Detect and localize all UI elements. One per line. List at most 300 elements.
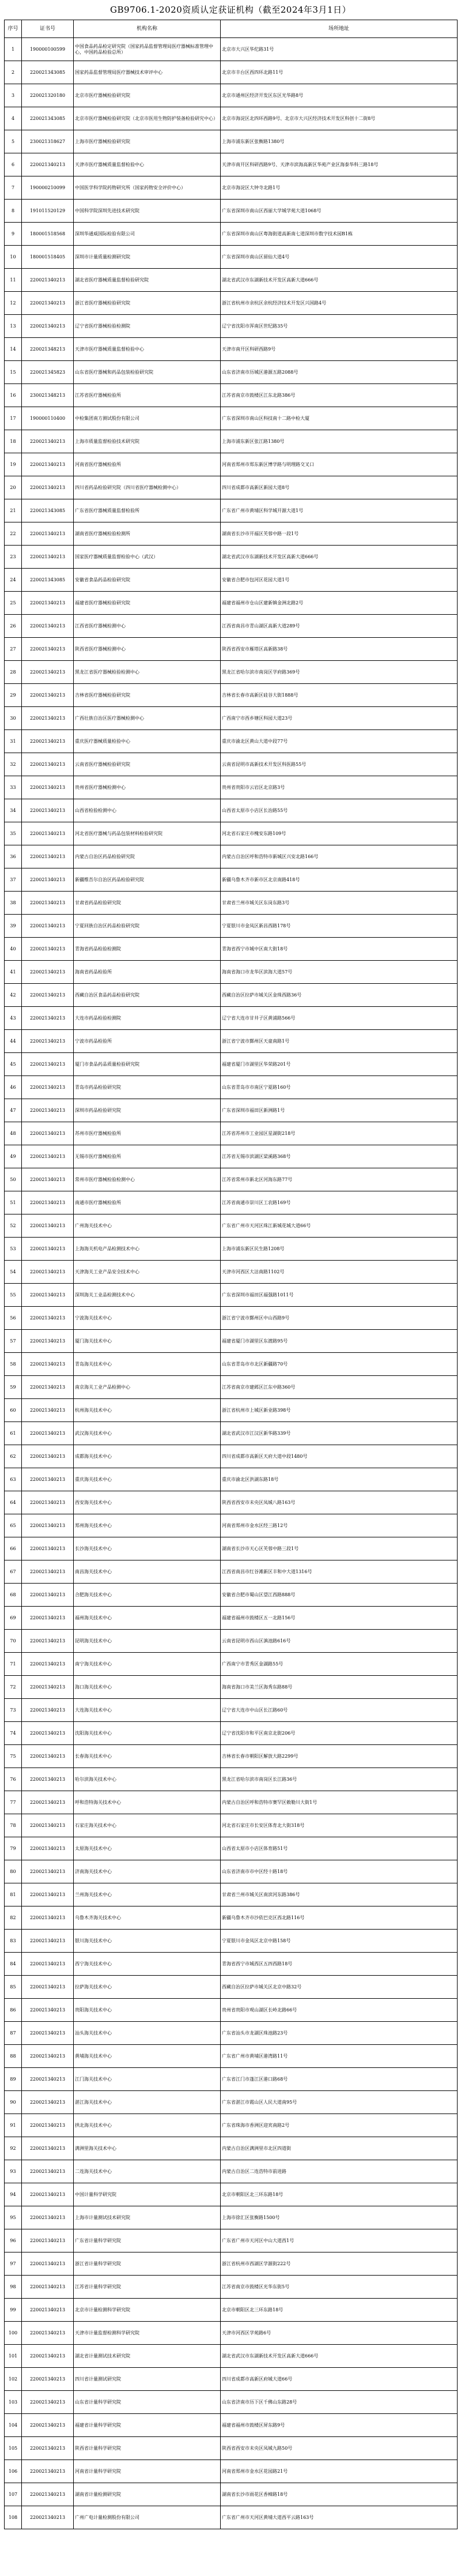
row-address: 湖南省长沙市天心区芙蓉中路三段1号 <box>221 1537 458 1560</box>
row-institution-name: 厦门市食品药品质量检验研究院 <box>74 1053 221 1076</box>
row-index: 88 <box>5 2045 22 2068</box>
row-certificate-no: 220021340213 <box>22 984 74 1007</box>
row-certificate-no: 220021340213 <box>22 1030 74 1053</box>
row-address: 广东省珠海市香洲区迎宾南路2号 <box>221 2114 458 2137</box>
row-certificate-no: 220021345823 <box>22 361 74 384</box>
row-institution-name: 二连海关技术中心 <box>74 2160 221 2183</box>
row-certificate-no: 220021340213 <box>22 1376 74 1399</box>
row-certificate-no: 220021340213 <box>22 961 74 984</box>
table-row <box>5 1837 458 1860</box>
row-certificate-no: 220021340213 <box>22 1076 74 1099</box>
row-institution-name: 广西壮族自治区医疗器械检测中心 <box>74 707 221 730</box>
row-address: 福建省福州市鼓楼区五一北路156号 <box>221 1607 458 1630</box>
row-certificate-no: 220021340213 <box>22 2091 74 2114</box>
row-address: 浙江省杭州市余杭区余杭经济技术开发区兴国路4号 <box>221 292 458 315</box>
row-certificate-no: 220021340213 <box>22 661 74 684</box>
row-certificate-no: 220021340213 <box>22 1653 74 1676</box>
table-row <box>5 176 458 200</box>
row-institution-name: 重庆医疗器械质量检验中心 <box>74 730 221 753</box>
row-address: 江苏省无锡市滨湖区梁溪路368号 <box>221 1145 458 1168</box>
row-certificate-no: 220021340213 <box>22 1699 74 1722</box>
row-index: 21 <box>5 499 22 522</box>
table-row <box>5 822 458 845</box>
row-institution-name: 福建省医疗器械检验研究院 <box>74 592 221 615</box>
row-address: 吉林省长春市高新区硅谷大街1888号 <box>221 684 458 707</box>
row-certificate-no: 220021340213 <box>22 892 74 915</box>
row-index: 103 <box>5 2391 22 2414</box>
row-index: 104 <box>5 2414 22 2437</box>
row-institution-name: 常州市医疗器械检验检测中心 <box>74 1168 221 1191</box>
table-row <box>5 2437 458 2460</box>
row-institution-name: 上海海关机电产品检测技术中心 <box>74 1238 221 1261</box>
row-address: 上海市浦东新区张衡路1380号 <box>221 130 458 153</box>
table-row <box>5 1214 458 1238</box>
row-address: 河南省郑州市金水区经三路12号 <box>221 1514 458 1537</box>
table-row <box>5 2391 458 2414</box>
row-address: 海南省海口市美兰区海秀东路88号 <box>221 1676 458 1699</box>
row-certificate-no: 220021340213 <box>22 2483 74 2506</box>
row-certificate-no: 191011520129 <box>22 200 74 223</box>
table-row <box>5 2252 458 2276</box>
row-certificate-no: 220021340213 <box>22 1214 74 1238</box>
row-certificate-no: 220021340213 <box>22 2045 74 2068</box>
row-index: 7 <box>5 176 22 200</box>
row-index: 62 <box>5 1445 22 1468</box>
row-certificate-no: 220021340213 <box>22 868 74 892</box>
row-institution-name: 中国医学科学院药物研究所（国家药物安全评价中心） <box>74 176 221 200</box>
row-address: 江西省南昌市红谷滩新区丰和中大道1316号 <box>221 1560 458 1584</box>
row-institution-name: 中国科学院深圳先进技术研究院 <box>74 200 221 223</box>
row-institution-name: 四川省计量测试研究院 <box>74 2368 221 2391</box>
row-index: 46 <box>5 1076 22 1099</box>
row-index: 23 <box>5 546 22 569</box>
row-institution-name: 西宁海关技术中心 <box>74 1953 221 1976</box>
table-row <box>5 1722 458 1745</box>
row-certificate-no: 220021348213 <box>22 338 74 361</box>
row-institution-name: 国家医疗器械质量监督检验中心（武汉） <box>74 546 221 569</box>
row-certificate-no: 220021340213 <box>22 2368 74 2391</box>
table-row <box>5 246 458 269</box>
row-institution-name: 浙江省医疗器械检验研究院 <box>74 292 221 315</box>
row-address: 江西省南昌市青山湖区高新大道289号 <box>221 615 458 638</box>
row-index: 50 <box>5 1168 22 1191</box>
row-address: 山东省青岛市市南区宁夏路160号 <box>221 1076 458 1099</box>
table-row <box>5 2368 458 2391</box>
row-index: 11 <box>5 269 22 292</box>
row-address: 山西省太原市小店区体育路51号 <box>221 1837 458 1860</box>
table-row <box>5 1768 458 1791</box>
row-certificate-no: 220021340213 <box>22 1999 74 2022</box>
row-index: 73 <box>5 1699 22 1722</box>
table-row <box>5 315 458 338</box>
table-row <box>5 1238 458 1261</box>
table-row <box>5 1030 458 1053</box>
table-row <box>5 592 458 615</box>
row-institution-name: 合肥海关技术中心 <box>74 1584 221 1607</box>
row-index: 27 <box>5 638 22 661</box>
row-index: 83 <box>5 1930 22 1953</box>
row-certificate-no: 220021340213 <box>22 1168 74 1191</box>
row-institution-name: 北京市医疗器械检验研究院 <box>74 84 221 107</box>
document-title: GB9706.1-2020资质认定获证机构（截至2024年3月1日） <box>110 5 351 15</box>
row-institution-name: 大连市药品检验检测院 <box>74 1007 221 1030</box>
row-index: 25 <box>5 592 22 615</box>
row-certificate-no: 220021340213 <box>22 1676 74 1699</box>
row-institution-name: 成都海关技术中心 <box>74 1445 221 1468</box>
row-certificate-no: 220021340213 <box>22 1584 74 1607</box>
row-institution-name: 河南省计量科学研究院 <box>74 2460 221 2483</box>
row-address: 河北省石家庄市长安区体育北大街318号 <box>221 1814 458 1837</box>
row-index: 82 <box>5 1906 22 1930</box>
row-institution-name: 乌鲁木齐海关技术中心 <box>74 1906 221 1930</box>
row-certificate-no: 220021340213 <box>22 638 74 661</box>
row-address: 江苏省南通市崇川区工农路169号 <box>221 1191 458 1214</box>
header-certificate-no: 证书号 <box>22 20 74 38</box>
row-certificate-no: 220021340213 <box>22 1607 74 1630</box>
row-index: 97 <box>5 2252 22 2276</box>
row-institution-name: 浙江省计量科学研究院 <box>74 2252 221 2276</box>
row-index: 39 <box>5 915 22 938</box>
row-index: 49 <box>5 1145 22 1168</box>
row-certificate-no: 220021340213 <box>22 1122 74 1145</box>
row-address: 甘肃省兰州市城关区南滨河东路386号 <box>221 1883 458 1906</box>
row-address: 湖北省武汉市东湖新技术开发区高新大道666号 <box>221 2345 458 2368</box>
row-index: 85 <box>5 1976 22 1999</box>
row-index: 51 <box>5 1191 22 1214</box>
row-index: 4 <box>5 107 22 130</box>
row-address: 北京市通州区经济开发区东区光华路8号 <box>221 84 458 107</box>
row-institution-name: 福州海关技术中心 <box>74 1607 221 1630</box>
row-index: 84 <box>5 1953 22 1976</box>
row-certificate-no: 220021340213 <box>22 753 74 776</box>
row-institution-name: 中国食品药品检定研究院（国家药品监督管理局医疗器械标准管理中心，中国药品检验总所） <box>74 38 221 61</box>
table-row <box>5 1791 458 1814</box>
row-certificate-no: 220021340213 <box>22 1860 74 1883</box>
row-address: 辽宁省沈阳市和平区南京北街206号 <box>221 1722 458 1745</box>
row-certificate-no: 220021340213 <box>22 1976 74 1999</box>
table-row <box>5 2045 458 2068</box>
row-certificate-no: 220021340213 <box>22 546 74 569</box>
row-address: 安徽省合肥市蜀山区望江西路888号 <box>221 1584 458 1607</box>
row-institution-name: 甘肃省药品检验研究院 <box>74 892 221 915</box>
row-certificate-no: 220021340213 <box>22 1007 74 1030</box>
row-certificate-no: 220021340213 <box>22 2437 74 2460</box>
table-row <box>5 753 458 776</box>
row-address: 山东省青岛市市北区新疆路70号 <box>221 1353 458 1376</box>
table-row <box>5 1099 458 1122</box>
table-row <box>5 2229 458 2252</box>
table-row <box>5 1307 458 1330</box>
row-address: 陕西省西安市未央区凤城八路163号 <box>221 1491 458 1514</box>
row-index: 45 <box>5 1053 22 1076</box>
row-index: 87 <box>5 2022 22 2045</box>
row-index: 99 <box>5 2299 22 2322</box>
row-institution-name: 重庆海关技术中心 <box>74 1468 221 1491</box>
table-row <box>5 938 458 961</box>
row-address: 江苏省南京市鼓楼区江东北路386号 <box>221 384 458 407</box>
row-institution-name: 江苏省计量科学研究院 <box>74 2276 221 2299</box>
row-index: 9 <box>5 223 22 246</box>
table-row <box>5 1353 458 1376</box>
row-index: 66 <box>5 1537 22 1560</box>
table-row <box>5 661 458 684</box>
row-address: 上海市浦东新区张江路1380号 <box>221 430 458 453</box>
table-row <box>5 845 458 868</box>
row-certificate-no: 220021340213 <box>22 822 74 845</box>
table-header-row <box>5 20 458 38</box>
table-row <box>5 984 458 1007</box>
row-institution-name: 拱北海关技术中心 <box>74 2114 221 2137</box>
table-row <box>5 684 458 707</box>
table-row <box>5 292 458 315</box>
row-address: 天津市河西区大沽南路1102号 <box>221 1261 458 1284</box>
row-certificate-no: 220021340213 <box>22 730 74 753</box>
row-institution-name: 宁波市药品检验所 <box>74 1030 221 1053</box>
row-address: 陕西省西安市未央区凤城九路50号 <box>221 2437 458 2460</box>
row-certificate-no: 220021340213 <box>22 2299 74 2322</box>
table-row <box>5 1076 458 1099</box>
row-index: 91 <box>5 2114 22 2137</box>
row-certificate-no: 220021340213 <box>22 1261 74 1284</box>
table-row <box>5 1906 458 1930</box>
row-address: 天津市南开区科研西路9号、天津市滨海高新区华苑产业区海泰华科三路18号 <box>221 153 458 176</box>
row-address: 广东省广州市黄埔区科学城开源大道1号 <box>221 499 458 522</box>
row-index: 56 <box>5 1307 22 1330</box>
table-row <box>5 2483 458 2506</box>
row-institution-name: 青海省药品检验检测院 <box>74 938 221 961</box>
row-certificate-no: 220021340213 <box>22 2414 74 2437</box>
table-row <box>5 2114 458 2137</box>
row-address: 重庆市渝北区黄山大道中段77号 <box>221 730 458 753</box>
table-row <box>5 1584 458 1607</box>
row-index: 76 <box>5 1768 22 1791</box>
row-institution-name: 河北省医疗器械与药品包装材料检验研究院 <box>74 822 221 845</box>
row-institution-name: 中检集团南方测试股份有限公司 <box>74 407 221 430</box>
table-row <box>5 361 458 384</box>
row-index: 8 <box>5 200 22 223</box>
row-address: 北京市朝阳区北三环东路18号 <box>221 2183 458 2206</box>
row-address: 宁夏银川市金凤区新昌西路178号 <box>221 915 458 938</box>
row-institution-name: 长沙海关技术中心 <box>74 1537 221 1560</box>
table-row <box>5 730 458 753</box>
row-index: 37 <box>5 868 22 892</box>
table-row <box>5 1860 458 1883</box>
row-certificate-no: 220021340213 <box>22 1630 74 1653</box>
row-certificate-no: 220021340213 <box>22 522 74 546</box>
table-row <box>5 2160 458 2183</box>
row-address: 湖北省武汉市东湖新技术开发区高新大道666号 <box>221 546 458 569</box>
row-institution-name: 湛江海关技术中心 <box>74 2091 221 2114</box>
row-index: 14 <box>5 338 22 361</box>
row-address: 内蒙古自治区呼和浩特市赛罕区敕勒川大街1号 <box>221 1791 458 1814</box>
row-institution-name: 湖北省计量测试技术研究院 <box>74 2345 221 2368</box>
row-institution-name: 天津市医疗器械质量监督检验中心 <box>74 153 221 176</box>
row-address: 贵州省贵阳市云岩区北京路3号 <box>221 776 458 799</box>
row-index: 106 <box>5 2460 22 2483</box>
row-index: 108 <box>5 2506 22 2529</box>
row-address: 湖南省长沙市雨花区香樟路18号 <box>221 2483 458 2506</box>
row-certificate-no: 220021340213 <box>22 2322 74 2345</box>
table-row <box>5 2068 458 2091</box>
row-index: 92 <box>5 2137 22 2160</box>
row-certificate-no: 220021340213 <box>22 915 74 938</box>
row-index: 71 <box>5 1653 22 1676</box>
row-index: 42 <box>5 984 22 1007</box>
row-address: 陕西省西安市雁塔区高新路38号 <box>221 638 458 661</box>
row-index: 69 <box>5 1607 22 1630</box>
row-certificate-no: 220021340213 <box>22 1722 74 1745</box>
table-row <box>5 407 458 430</box>
row-institution-name: 南宁海关技术中心 <box>74 1653 221 1676</box>
row-address: 广东省深圳市福田区福强路1011号 <box>221 1284 458 1307</box>
row-index: 105 <box>5 2437 22 2460</box>
table-row <box>5 915 458 938</box>
row-address: 广东省深圳市南山区粤海街道高新南七道深圳市数字技术园B1栋 <box>221 223 458 246</box>
row-index: 75 <box>5 1745 22 1768</box>
row-institution-name: 石家庄海关技术中心 <box>74 1814 221 1837</box>
row-address: 广东省汕头市龙湖区珠池路23号 <box>221 2022 458 2045</box>
table-row <box>5 569 458 592</box>
row-certificate-no: 220021340213 <box>22 2460 74 2483</box>
row-institution-name: 中国计量科学研究院 <box>74 2183 221 2206</box>
row-certificate-no: 220021340213 <box>22 1238 74 1261</box>
row-address: 山东省济南市历下区千佛山东路28号 <box>221 2391 458 2414</box>
row-certificate-no: 220021343085 <box>22 61 74 84</box>
table-row <box>5 2137 458 2160</box>
table-row <box>5 961 458 984</box>
row-certificate-no: 220021340213 <box>22 430 74 453</box>
row-certificate-no: 220021340213 <box>22 1191 74 1214</box>
row-address: 云南省昆明市西山区滇池路616号 <box>221 1630 458 1653</box>
row-address: 甘肃省兰州市城关区东岗东路3号 <box>221 892 458 915</box>
row-certificate-no: 220021340213 <box>22 1537 74 1560</box>
row-certificate-no: 220021340213 <box>22 1284 74 1307</box>
row-certificate-no: 230021348213 <box>22 384 74 407</box>
row-institution-name: 国家药品监督管理局医疗器械技术审评中心 <box>74 61 221 84</box>
row-institution-name: 北京市计量检测科学研究院 <box>74 2299 221 2322</box>
row-certificate-no: 220021340213 <box>22 2252 74 2276</box>
row-institution-name: 呼和浩特海关技术中心 <box>74 1791 221 1814</box>
row-index: 78 <box>5 1814 22 1837</box>
table-row <box>5 1145 458 1168</box>
row-index: 31 <box>5 730 22 753</box>
row-institution-name: 云南省医疗器械检验研究院 <box>74 753 221 776</box>
row-certificate-no: 220021340213 <box>22 1399 74 1422</box>
row-institution-name: 山东省医疗器械和药品包装检验研究院 <box>74 361 221 384</box>
row-index: 61 <box>5 1422 22 1445</box>
row-institution-name: 长春海关技术中心 <box>74 1745 221 1768</box>
table-row <box>5 499 458 522</box>
table-row <box>5 522 458 546</box>
row-institution-name: 湖南省计量检测研究院 <box>74 2483 221 2506</box>
row-certificate-no: 220021340213 <box>22 2068 74 2091</box>
row-certificate-no: 220021340213 <box>22 1768 74 1791</box>
row-index: 2 <box>5 61 22 84</box>
table-row <box>5 338 458 361</box>
row-certificate-no: 220021340213 <box>22 1930 74 1953</box>
table-row <box>5 1607 458 1630</box>
table-row <box>5 1999 458 2022</box>
table-row <box>5 892 458 915</box>
row-certificate-no: 220021340213 <box>22 1307 74 1330</box>
row-index: 107 <box>5 2483 22 2506</box>
row-address: 内蒙古自治区二连浩特市前进路 <box>221 2160 458 2183</box>
row-address: 河北省石家庄市槐安东路109号 <box>221 822 458 845</box>
table-row <box>5 1468 458 1491</box>
row-certificate-no: 220021340213 <box>22 269 74 292</box>
row-institution-name: 广州海关技术中心 <box>74 1214 221 1238</box>
row-address: 黑龙江省哈尔滨市南岗区学府路369号 <box>221 661 458 684</box>
header-institution-name: 机构名称 <box>74 20 221 38</box>
row-index: 54 <box>5 1261 22 1284</box>
row-index: 60 <box>5 1399 22 1422</box>
row-index: 17 <box>5 407 22 430</box>
row-institution-name: 湖南省医疗器械检验检测所 <box>74 522 221 546</box>
row-address: 广东省广州市天河区中山大道西1号 <box>221 2229 458 2252</box>
row-address: 山东省济南市市中区经十路18号 <box>221 1860 458 1883</box>
row-institution-name: 深圳市计量质量检测研究院 <box>74 246 221 269</box>
row-address: 云南省昆明市高新技术开发区科医路55号 <box>221 753 458 776</box>
row-address: 贵州省贵阳市观山湖区长岭北路66号 <box>221 1999 458 2022</box>
row-address: 江苏省常州市新北区河海东路77号 <box>221 1168 458 1191</box>
row-institution-name: 黄埔海关技术中心 <box>74 2045 221 2068</box>
row-index: 32 <box>5 753 22 776</box>
row-address: 新疆乌鲁木齐市沙依巴克区西北路116号 <box>221 1906 458 1930</box>
row-index: 70 <box>5 1630 22 1653</box>
table-row <box>5 1676 458 1699</box>
row-address: 广东省广州市天河区黄埔大道西平云路163号 <box>221 2506 458 2529</box>
row-institution-name: 满洲里海关技术中心 <box>74 2137 221 2160</box>
table-row <box>5 453 458 476</box>
row-certificate-no: 220021340213 <box>22 1814 74 1837</box>
row-certificate-no: 180001518568 <box>22 223 74 246</box>
table-row <box>5 1053 458 1076</box>
row-index: 18 <box>5 430 22 453</box>
table-row <box>5 2206 458 2229</box>
row-institution-name: 深圳市药品检验研究院 <box>74 1099 221 1122</box>
row-address: 上海市徐汇区张衡路1500号 <box>221 2206 458 2229</box>
row-certificate-no: 220021340213 <box>22 2160 74 2183</box>
institution-table <box>4 20 458 2529</box>
row-index: 72 <box>5 1676 22 1699</box>
row-address: 广东省广州市天河区珠江新城花城大道66号 <box>221 1214 458 1238</box>
row-institution-name: 西藏自治区食品药品检验研究院 <box>74 984 221 1007</box>
row-institution-name: 辽宁省医疗器械检验检测院 <box>74 315 221 338</box>
row-institution-name: 青岛市药品检验研究院 <box>74 1076 221 1099</box>
row-address: 广东省广州市黄埔区港湾路11号 <box>221 2045 458 2068</box>
table-row <box>5 1537 458 1560</box>
row-index: 40 <box>5 938 22 961</box>
row-certificate-no: 220021320180 <box>22 84 74 107</box>
row-index: 1 <box>5 38 22 61</box>
row-institution-name: 四川省药品检验研究院（四川省医疗器械检测中心） <box>74 476 221 499</box>
row-certificate-no: 220021340213 <box>22 1745 74 1768</box>
table-row <box>5 546 458 569</box>
row-institution-name: 新疆维吾尔自治区药品检验研究院 <box>74 868 221 892</box>
table-row <box>5 2299 458 2322</box>
table-row <box>5 1445 458 1468</box>
table-row <box>5 1653 458 1676</box>
row-institution-name: 济南海关技术中心 <box>74 1860 221 1883</box>
row-address: 天津市河西区学苑路6号 <box>221 2322 458 2345</box>
row-index: 13 <box>5 315 22 338</box>
table-row <box>5 1168 458 1191</box>
row-institution-name: 南京海关工业产品检测中心 <box>74 1376 221 1399</box>
row-certificate-no: 220021340213 <box>22 315 74 338</box>
table-row <box>5 1745 458 1768</box>
row-index: 16 <box>5 384 22 407</box>
table-row <box>5 130 458 153</box>
